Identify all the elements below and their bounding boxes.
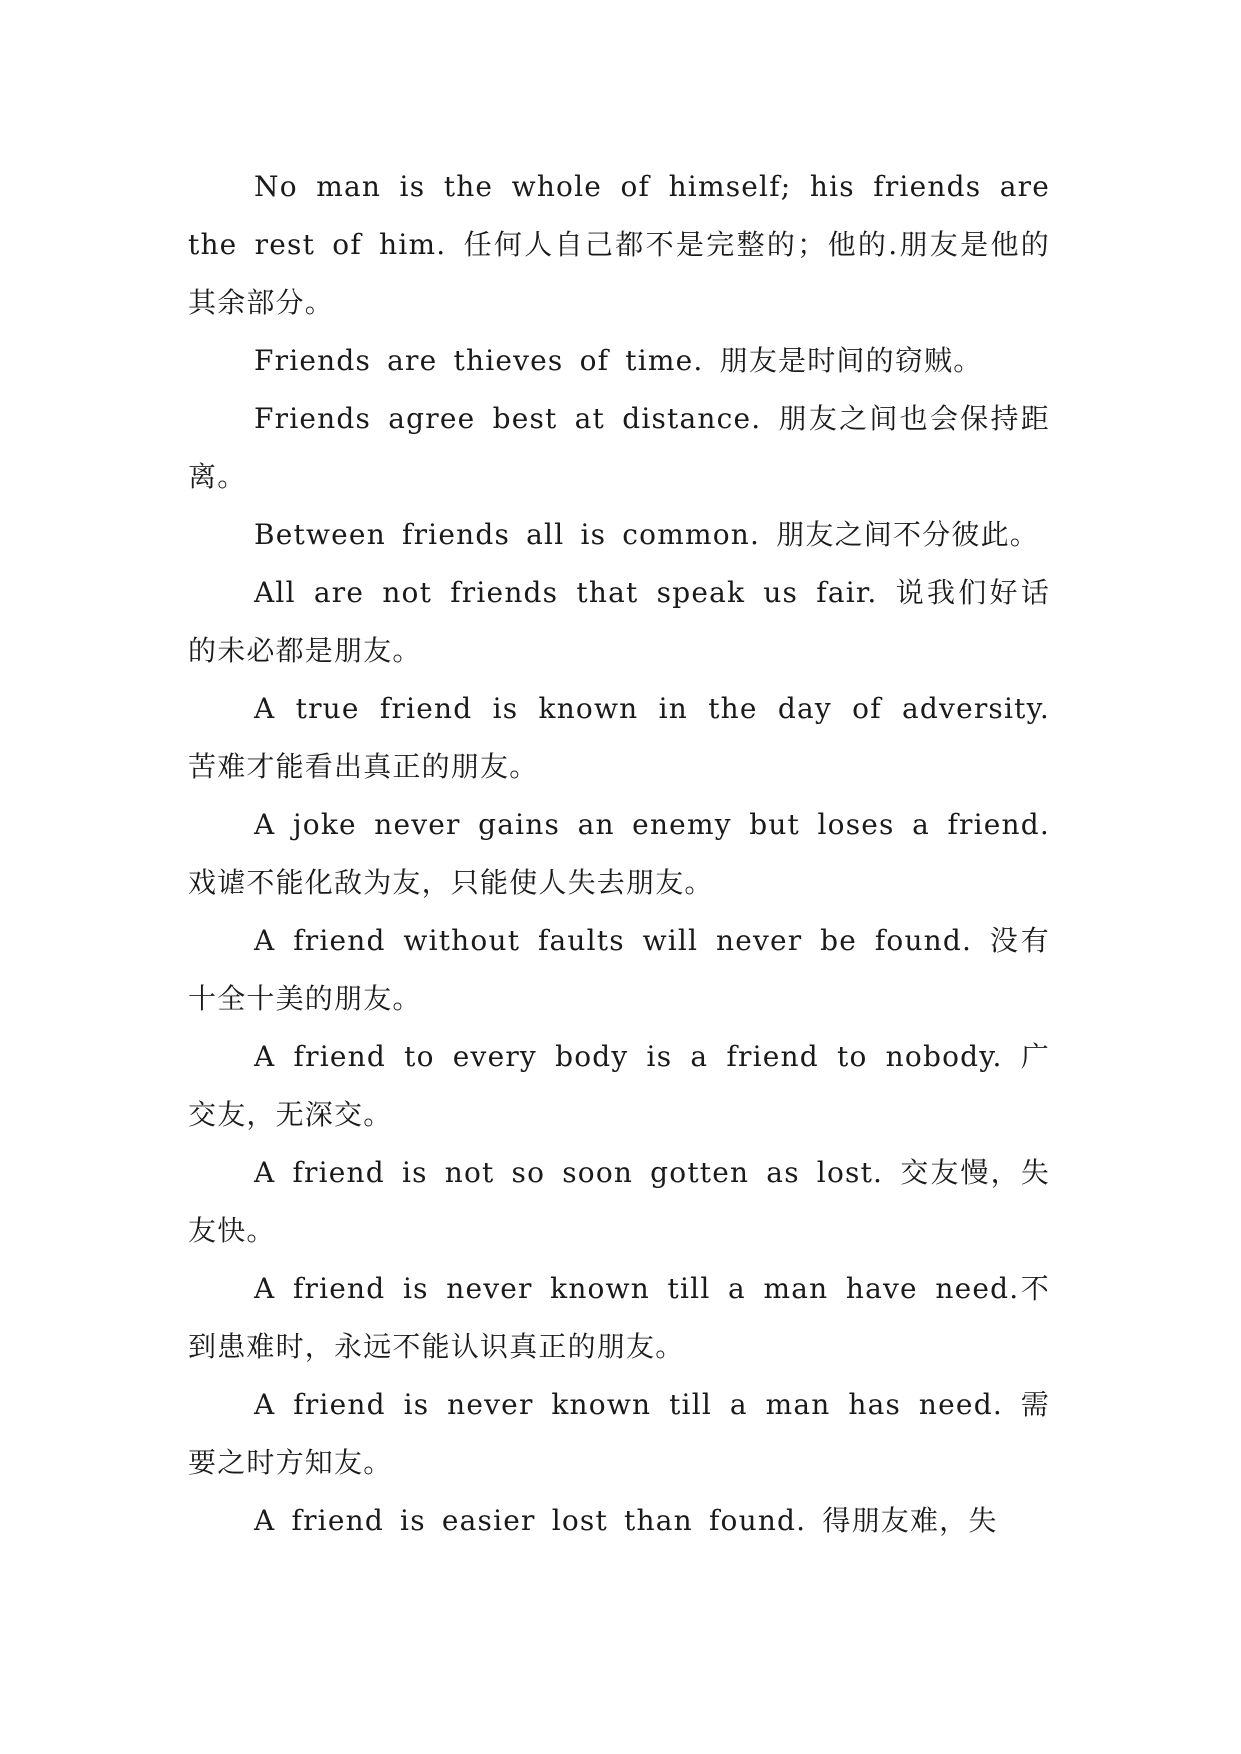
paragraph: A friend is easier lost than found. 得朋友难，失 xyxy=(254,1504,998,1537)
paragraph: A friend without faults will never be found. 没有十全十美的朋友。 xyxy=(188,924,1050,1015)
paragraph: Friends agree best at distance. 朋友之间也会保持距离。 xyxy=(188,402,1050,493)
paragraph: A friend is not so soon gotten as lost. 交友慢，失友快。 xyxy=(188,1156,1050,1247)
paragraph: Between friends all is common. 朋友之间不分彼此。 xyxy=(254,518,1040,551)
paragraph: A friend is never known till a man have need.不到患难时，永远不能认识真正的朋友。 xyxy=(188,1272,1050,1363)
paragraph: Friends are thieves of time. 朋友是时间的窃贼。 xyxy=(254,344,983,377)
paragraph: No man is the whole of himself; his friends are the rest of him. 任何人自己都不是完整的；他的.朋友是他的其余部分。 xyxy=(188,170,1050,319)
paragraph: All are not friends that speak us fair. 说我们好话的未必都是朋友。 xyxy=(188,576,1050,667)
paragraph: A friend is never known till a man has need. 需要之时方知友。 xyxy=(188,1388,1050,1479)
paragraph: A joke never gains an enemy but loses a friend. 戏谑不能化敌为友，只能使人失去朋友。 xyxy=(188,808,1050,899)
paragraph: A friend to every body is a friend to nobody. 广交友，无深交。 xyxy=(188,1040,1050,1131)
paragraph: A true friend is known in the day of adversity. 苦难才能看出真正的朋友。 xyxy=(188,692,1050,783)
document-body xyxy=(188,158,1050,1550)
